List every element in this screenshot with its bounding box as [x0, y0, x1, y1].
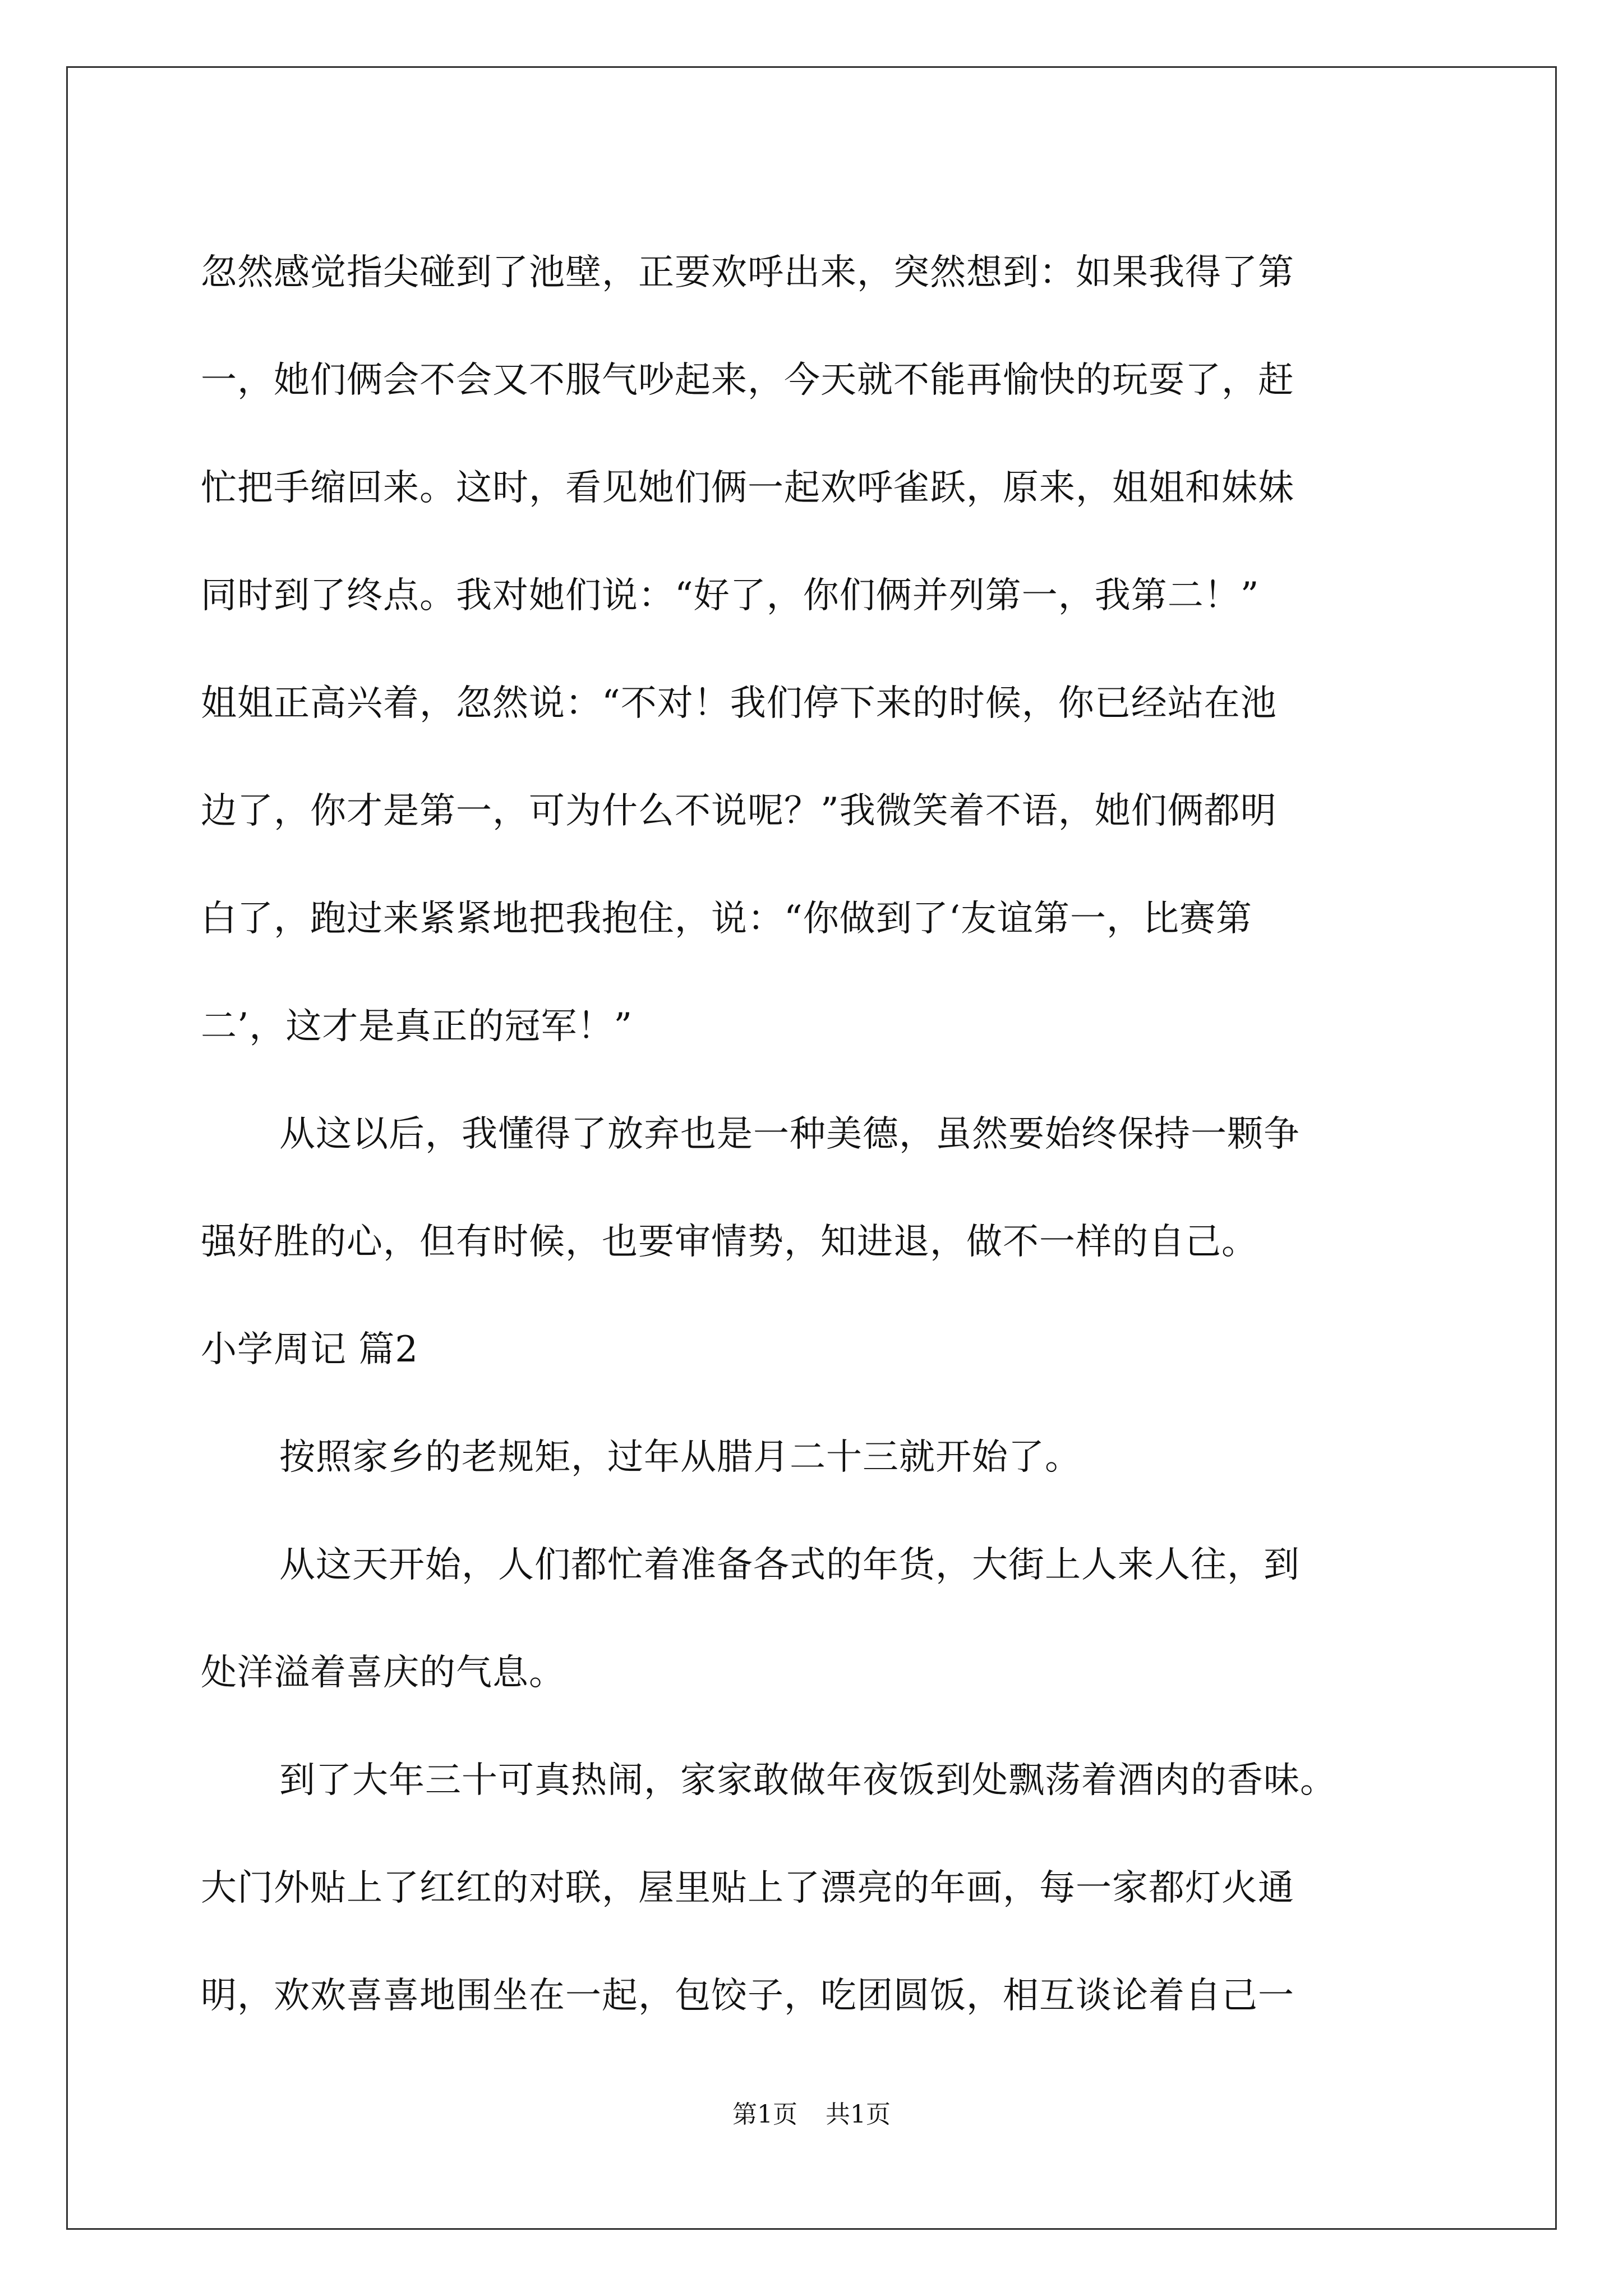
section-heading: 小学周记 篇2	[201, 1329, 419, 1370]
paragraph-line: 同时到了终点。我对她们说：“好了，你们俩并列第一，我第二！”	[201, 575, 1260, 616]
paragraph-line: 大门外贴上了红红的对联，屋里贴上了漂亮的年画，每一家都灯火通	[201, 1867, 1294, 1909]
paragraph-line: 到了大年三十可真热闹，家家敢做年夜饭到处飘荡着酒肉的香味。	[279, 1760, 1336, 1801]
paragraph-line: 按照家乡的老规矩，过年从腊月二十三就开始了。	[279, 1437, 1081, 1478]
paragraph-line: 忙把手缩回来。这时，看见她们俩一起欢呼雀跃，原来，姐姐和妹妹	[201, 467, 1294, 509]
paragraph-line: 白了，跑过来紧紧地把我抱住，说：“你做到了‘友谊第一，比赛第	[201, 898, 1253, 940]
paragraph-line: 明，欢欢喜喜地围坐在一起，包饺子，吃团圆饭，相互谈论着自己一	[201, 1975, 1294, 2017]
paragraph-line: 一，她们俩会不会又不服气吵起来，今天就不能再愉快的玩耍了，赶	[201, 360, 1294, 401]
paragraph-line: 处洋溢着喜庆的气息。	[201, 1652, 565, 1694]
paragraph-line: 边了，你才是第一，可为什么不说呢？”我微笑着不语，她们俩都明	[201, 790, 1277, 832]
paragraph-line: 从这天开始，人们都忙着准备各式的年货，大街上人来人往，到	[279, 1544, 1300, 1586]
paragraph-line: 二’，这才是真正的冠军！”	[201, 1006, 633, 1047]
paragraph-line: 强好胜的心，但有时候，也要审情势，知进退，做不一样的自己。	[201, 1221, 1258, 1263]
paragraph-line: 姐姐正高兴着，忽然说：“不对！我们停下来的时候，你已经站在池	[201, 683, 1277, 724]
paragraph-line: 忽然感觉指尖碰到了池壁，正要欢呼出来，突然想到：如果我得了第	[201, 252, 1294, 293]
page-number-total: 共1页	[826, 2100, 891, 2129]
paragraph-line: 从这以后，我懂得了放弃也是一种美德，虽然要始终保持一颗争	[279, 1114, 1300, 1155]
page-footer	[0, 2098, 1623, 2132]
document-body	[201, 219, 1446, 2050]
page-number-current: 第1页	[732, 2100, 797, 2129]
